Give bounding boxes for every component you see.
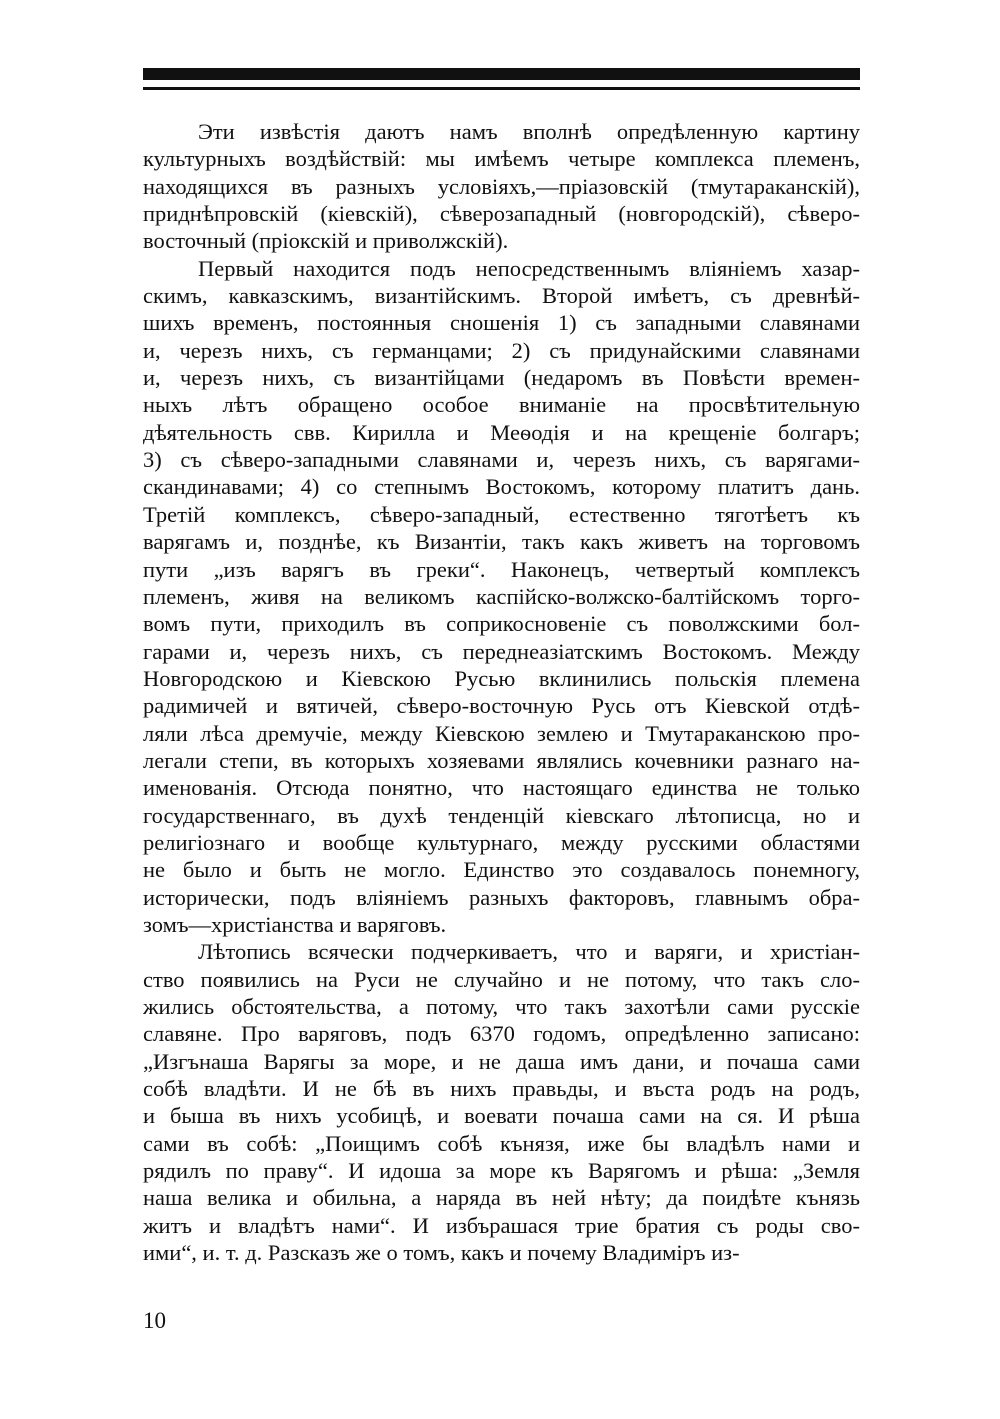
paragraph-1 (143, 118, 860, 255)
text-line: зомъ—христіанства и варяговъ. (143, 911, 447, 937)
text-line: варягамъ и, позднѣе, къ Византіи, такъ какъ живетъ на торговомъ (143, 529, 860, 555)
text-line: скандинавами; 4) со степнымъ Востокомъ, которому платитъ дань. (143, 474, 860, 500)
text-line: пути „изъ варягъ въ греки“. Наконецъ, четвертый комплексъ (143, 556, 860, 582)
text-line: гарами и, черезъ нихъ, съ переднеазіатскимъ Востокомъ. Между (143, 638, 860, 664)
text-line: государственнаго, въ духѣ тенденцій кіевскаго лѣтописца, но и (143, 802, 860, 828)
text-line: сами въ собѣ: „Поищимъ собѣ кънязя, иже бы владѣлъ нами и (143, 1130, 860, 1156)
page-number: 10 (143, 1308, 166, 1333)
text-line: ство появились на Руси не случайно и не потому, что такъ сло- (143, 966, 860, 992)
text-line: наша велика и обильна, а наряда въ ней нѣту; да поидѣте кънязь (143, 1185, 860, 1211)
text-line: радимичей и вятичей, сѣверо-восточную Русь отъ Кіевской отдѣ- (143, 693, 860, 719)
text-line: ими“, и. т. д. Разсказъ же о томъ, какъ и почему Владиміръ из- (143, 1240, 740, 1266)
text-line: дѣятельность свв. Кирилла и Меѳодія и на крещеніе болгаръ; (143, 419, 860, 445)
text-line: и, черезъ нихъ, съ германцами; 2) съ придунайскими славянами (143, 337, 860, 363)
paragraph-2 (143, 255, 860, 939)
header-rule-thick (143, 68, 860, 80)
text-line: ныхъ лѣтъ обращено особое вниманіе на просвѣтительную (143, 392, 860, 418)
text-line: религіознаго и вообще культурнаго, между русскими областями (143, 829, 860, 855)
text-line: славяне. Про варяговъ, подъ 6370 годомъ, опредѣленно записано: (143, 1021, 860, 1047)
text-line: Лѣтопись всячески подчеркиваетъ, что и варяги, и христіан- (198, 939, 860, 965)
text-line: скимъ, кавказскимъ, византійскимъ. Второй имѣетъ, съ древнѣй- (143, 283, 860, 309)
text-line: не было и быть не могло. Единство это создавалось понемногу, (143, 857, 860, 883)
text-line: исторически, подъ вліяніемъ разныхъ факторовъ, главнымъ обра- (143, 884, 860, 910)
text-line: легали степи, въ которыхъ хозяевами являлись кочевники разнаго на- (143, 747, 860, 773)
header-rule-thin (143, 87, 860, 90)
text-line: ляли лѣса дремучіе, между Кіевскою землею и Тмутараканскою про- (143, 720, 860, 746)
text-line: находящихся въ разныхъ условіяхъ,—пріазовскій (тмутараканскій), (143, 173, 860, 199)
text-line: Первый находится подъ непосредственнымъ вліяніемъ хазар- (198, 255, 860, 281)
text-line: восточный (пріокскій и приволжскій). (143, 228, 509, 254)
paragraph-3 (143, 938, 860, 1266)
text-line: Эти извѣстія даютъ намъ вполнѣ опредѣленную картину (198, 119, 860, 144)
text-line: вомъ пути, приходилъ въ соприкосновеніе съ поволжскими бол- (143, 611, 860, 637)
text-line: рядилъ по праву“. И идоша за море къ Варягомъ и рѣша: „Земля (143, 1158, 860, 1184)
body-text (143, 118, 860, 1266)
text-line: 3) съ сѣверо-западными славянами и, черезъ нихъ, съ варягами- (143, 447, 860, 473)
text-line: Новгородскою и Кіевскою Русью вклинились польскія племена (143, 665, 860, 691)
text-line: племенъ, живя на великомъ каспійско-волжско-балтійскомъ торго- (143, 583, 860, 609)
text-line: шихъ временъ, постоянныя сношенія 1) съ западными славянами (143, 310, 860, 336)
text-line: собѣ владѣти. И не бѣ въ нихъ правьды, и въста родъ на родъ, (143, 1076, 860, 1102)
text-line: и быша въ нихъ усобицѣ, и воевати почаша сами на ся. И рѣша (143, 1103, 860, 1129)
text-line: Третій комплексъ, сѣверо-западный, естественно тяготѣетъ къ (143, 501, 860, 527)
text-line: и, черезъ нихъ, съ византійцами (недаромъ въ Повѣсти времен- (143, 365, 860, 391)
text-line: именованія. Отсюда понятно, что настоящаго единства не только (143, 775, 860, 801)
text-line: культурныхъ воздѣйствій: мы имѣемъ четыре комплекса племенъ, (143, 146, 860, 172)
text-line: „Изгънаша Варягы за море, и не даша имъ дани, и почаша сами (143, 1048, 860, 1074)
text-line: приднѣпровскій (кіевскій), сѣверозападный (новгородскій), сѣверо- (143, 201, 860, 227)
text-line: жились обстоятельства, а потому, что такъ захотѣли сами русскіе (143, 994, 860, 1019)
text-line: житъ и владѣтъ нами“. И избърашася трие братия съ роды сво- (143, 1212, 860, 1238)
